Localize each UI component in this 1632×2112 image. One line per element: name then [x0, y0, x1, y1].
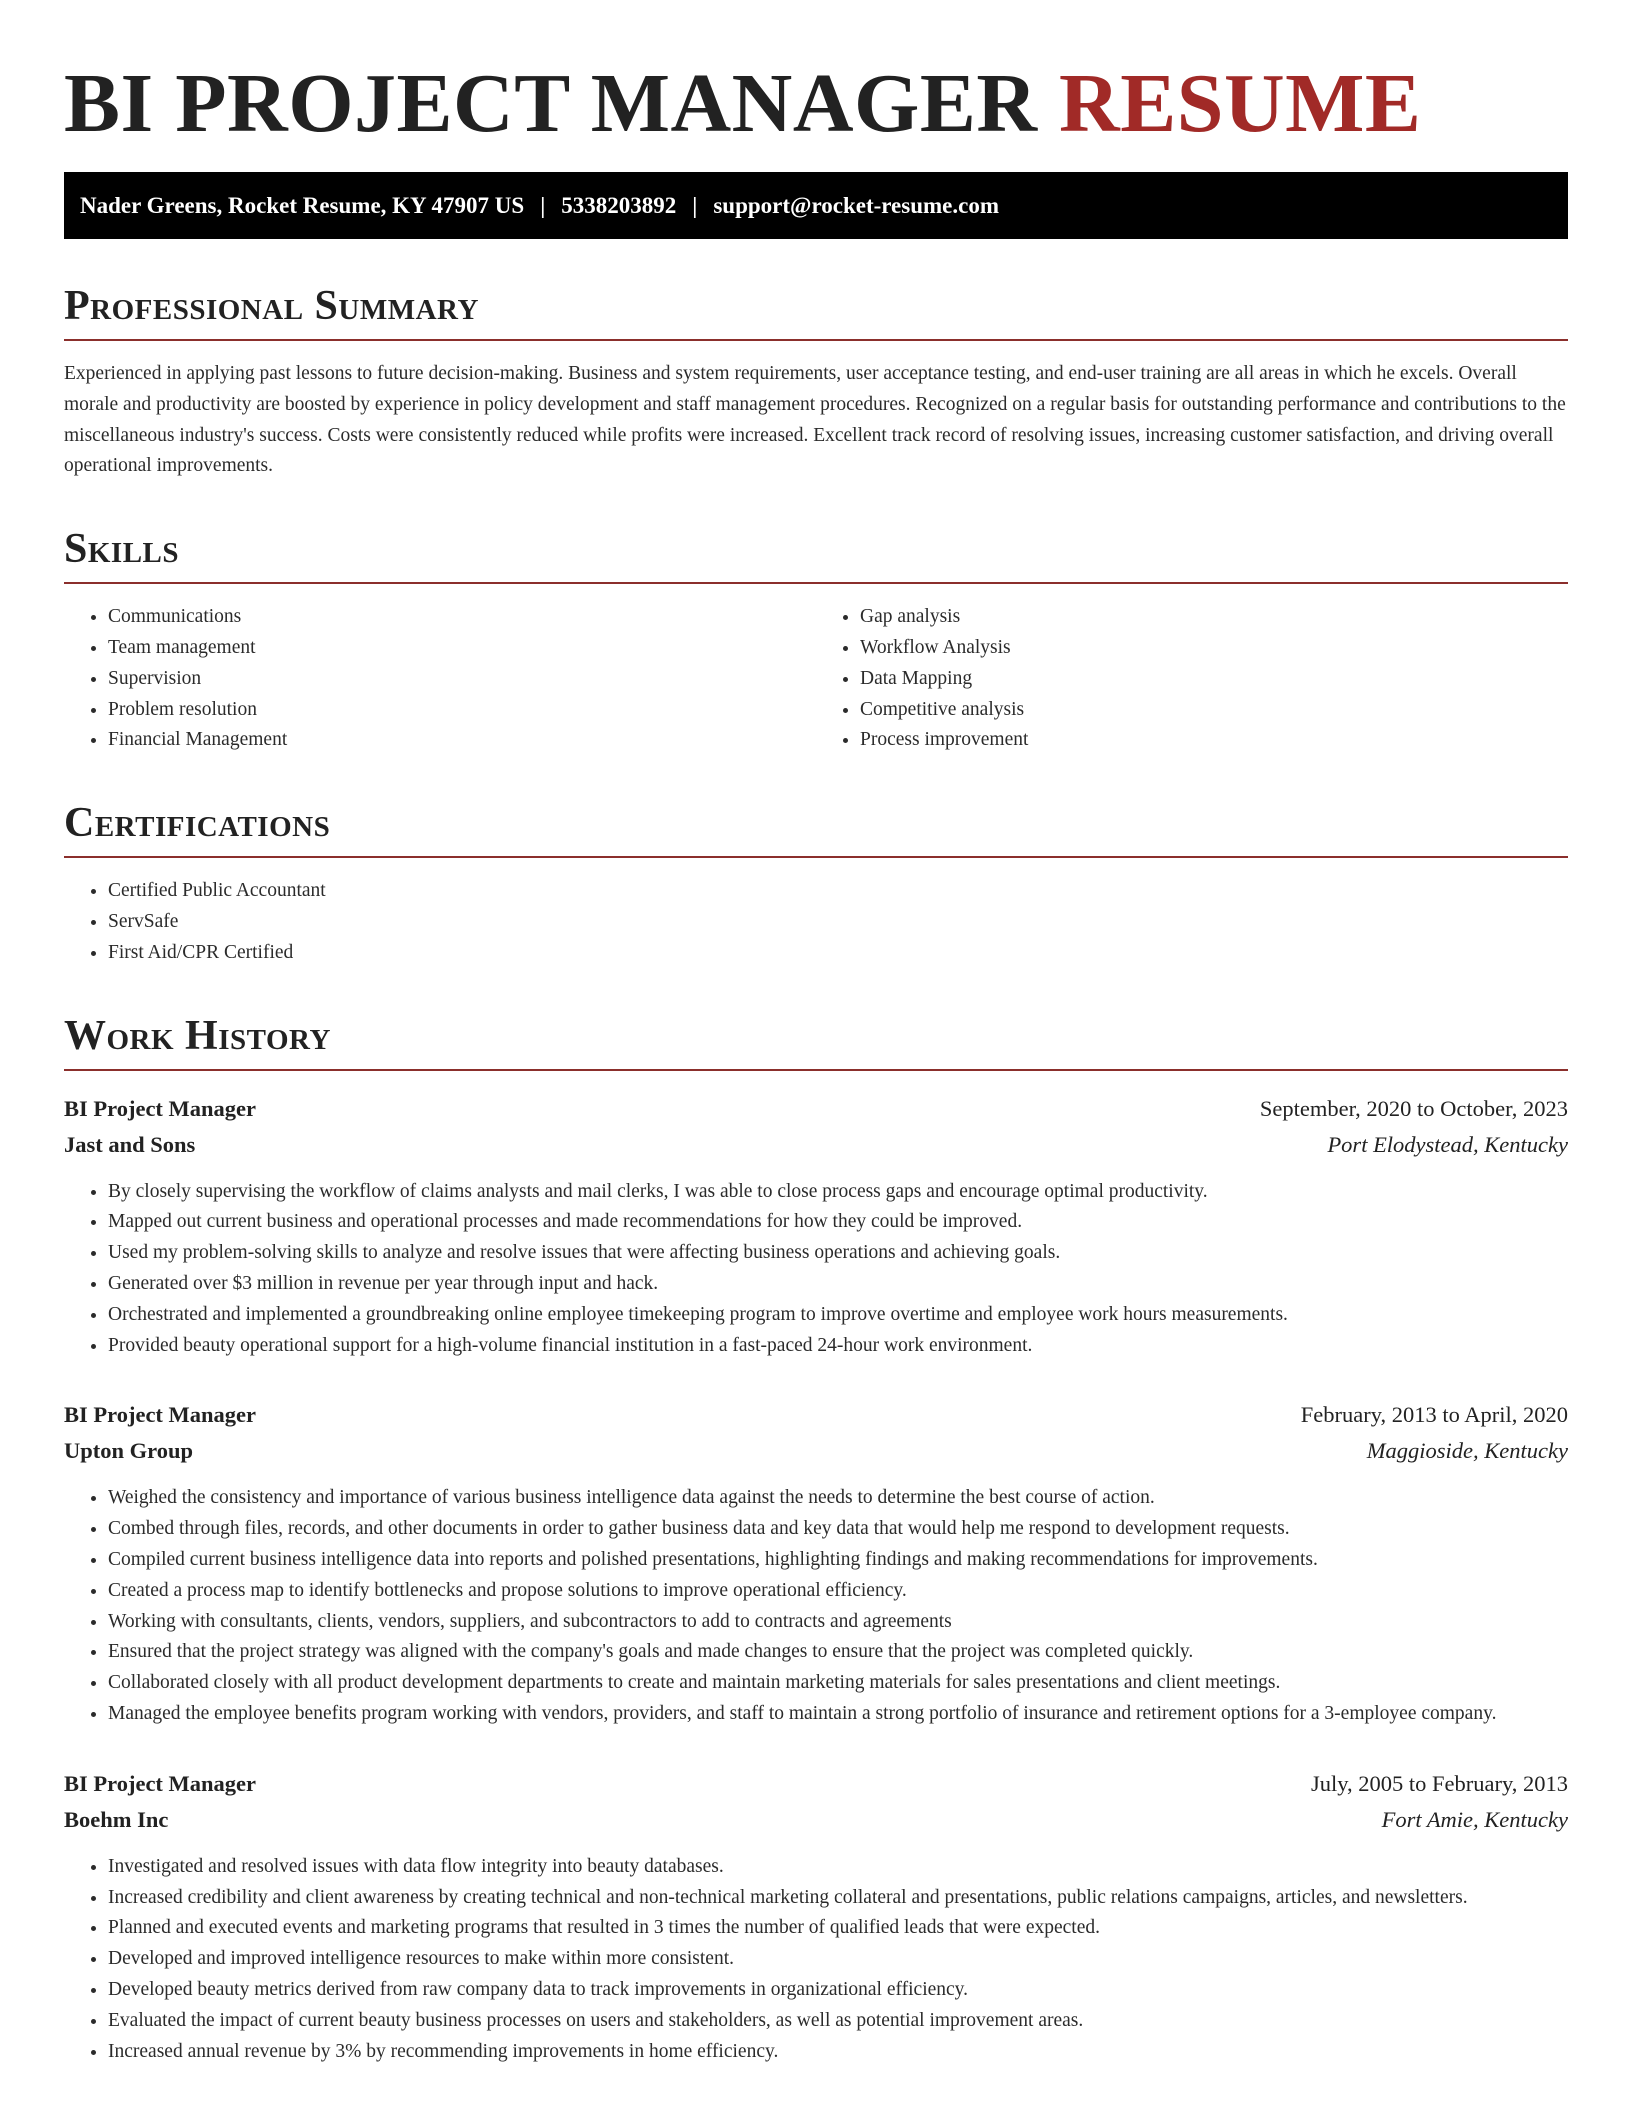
job-company-row: [64, 1802, 1568, 1838]
skills-grid: [64, 602, 1568, 756]
job-bullet: • Collaborated closely with all product development departments to create and maintain marketing materials for sales presentations and client meetings.: [108, 1668, 1568, 1699]
job-bullet: • Provided beauty operational support for a high-volume financial institution in a fast-paced 24-hour work environment.: [108, 1331, 1568, 1362]
job-company: Upton Group: [64, 1438, 194, 1464]
skill-item: • Data Mapping: [860, 664, 1568, 695]
section-heading-work-history: Work History: [64, 1013, 1568, 1071]
job-location: Maggioside, Kentucky: [1366, 1438, 1568, 1464]
section-heading-summary: Professional Summary: [64, 283, 1568, 341]
skill-item: • Team management: [108, 633, 816, 664]
job-dates: July, 2005 to February, 2013: [1310, 1770, 1568, 1796]
job-bullet: • Created a process map to identify bottlenecks and propose solutions to improve operational efficiency.: [108, 1576, 1568, 1607]
skill-item: • Financial Management: [108, 725, 816, 756]
job-company-row: [64, 1127, 1568, 1163]
professional-summary-section: [64, 283, 1568, 482]
job-location: Port Elodystead, Kentucky: [1327, 1131, 1568, 1157]
skills-list-left: [64, 602, 816, 756]
skill-item: • Process improvement: [860, 725, 1568, 756]
job-dates: February, 2013 to April, 2020: [1300, 1402, 1568, 1428]
job-dates: September, 2020 to October, 2023: [1259, 1095, 1568, 1121]
job-entry: [64, 1766, 1568, 2068]
skill-item: • Supervision: [108, 664, 816, 695]
job-company: Boehm Inc: [64, 1806, 169, 1832]
certification-item: • First Aid/CPR Certified: [108, 938, 1568, 969]
job-header-row: [64, 1766, 1568, 1802]
job-bullet: • Increased credibility and client awareness by creating technical and non-technical marketing collateral and presentations, public relations campaigns, articles, and newsletters.: [108, 1883, 1568, 1914]
skill-item: • Competitive analysis: [860, 695, 1568, 726]
job-bullets: [64, 1852, 1568, 2068]
job-bullet: • Increased annual revenue by 3% by recommending improvements in home efficiency.: [108, 2037, 1568, 2068]
job-company: Jast and Sons: [64, 1131, 196, 1157]
job-header-row: [64, 1091, 1568, 1127]
skills-list-right: [816, 602, 1568, 756]
job-bullet: • Combed through files, records, and other documents in order to gather business data and key data that would help me respond to development requests.: [108, 1514, 1568, 1545]
resume-title: [64, 58, 1568, 150]
contact-email[interactable]: support@rocket-resume.com: [713, 192, 999, 218]
job-bullet: • Developed and improved intelligence resources to make within more consistent.: [108, 1944, 1568, 1975]
summary-text: Experienced in applying past lessons to future decision-making. Business and system requirements, user acceptance testing, and end-user training are all areas in which he excels. Overall morale and productivity are boosted by experience in policy development and staff management procedures. Recognized on a regular basis for outstanding performance and contributions to the miscellaneous industry's success. Costs were consistently reduced while profits were increased. Excellent track record of resolving issues, increasing customer satisfaction, and driving overall operational improvements.: [64, 363, 1566, 477]
contact-separator: |: [540, 192, 546, 218]
certifications-list: [64, 876, 1568, 968]
job-entry: [64, 1091, 1568, 1362]
job-bullet: • Working with consultants, clients, vendors, suppliers, and subcontractors to add to contracts and agreements: [108, 1607, 1568, 1638]
job-bullets: [64, 1177, 1568, 1362]
job-bullet: • Managed the employee benefits program working with vendors, providers, and staff to maintain a strong portfolio of insurance and retirement options for a 3-employee company.: [108, 1699, 1568, 1730]
contact-bar: [64, 172, 1568, 239]
job-company-row: [64, 1433, 1568, 1469]
certification-item: • Certified Public Accountant: [108, 876, 1568, 907]
skill-item: • Communications: [108, 602, 816, 633]
job-bullet: • Planned and executed events and marketing programs that resulted in 3 times the number of qualified leads that were expected.: [108, 1913, 1568, 1944]
job-header-row: [64, 1397, 1568, 1433]
contact-address: Nader Greens, Rocket Resume, KY 47907 US: [80, 192, 525, 218]
job-title: BI Project Manager: [64, 1402, 257, 1428]
job-bullet: • Mapped out current business and operational processes and made recommendations for how they could be improved.: [108, 1207, 1568, 1238]
section-heading-certifications: Certifications: [64, 800, 1568, 858]
certifications-section: [64, 800, 1568, 968]
job-bullet: • Generated over $3 million in revenue per year through input and hack.: [108, 1269, 1568, 1300]
job-bullet: • Compiled current business intelligence data into reports and polished presentations, highlighting findings and making recommendations for improvements.: [108, 1545, 1568, 1576]
job-bullet: • Investigated and resolved issues with data flow integrity into beauty databases.: [108, 1852, 1568, 1883]
job-bullet: • Developed beauty metrics derived from raw company data to track improvements in organizational efficiency.: [108, 1975, 1568, 2006]
job-bullet: • By closely supervising the workflow of claims analysts and mail clerks, I was able to close process gaps and encourage optimal productivity.: [108, 1177, 1568, 1208]
skill-item: • Workflow Analysis: [860, 633, 1568, 664]
job-bullet: • Ensured that the project strategy was aligned with the company's goals and made changes to ensure that the project was completed quickly.: [108, 1637, 1568, 1668]
skill-item: • Problem resolution: [108, 695, 816, 726]
job-bullet: • Weighed the consistency and importance of various business intelligence data against the needs to determine the best course of action.: [108, 1483, 1568, 1514]
job-bullet: • Evaluated the impact of current beauty business processes on users and stakeholders, as well as potential improvement areas.: [108, 2006, 1568, 2037]
job-bullet: • Orchestrated and implemented a groundbreaking online employee timekeeping program to improve overtime and employee work hours measurements.: [108, 1300, 1568, 1331]
contact-separator: |: [692, 192, 698, 218]
title-accent: RESUME: [1059, 57, 1422, 150]
job-bullets: [64, 1483, 1568, 1729]
skill-item: • Gap analysis: [860, 602, 1568, 633]
work-history-section: [64, 1013, 1568, 2068]
contact-phone[interactable]: 5338203892: [561, 192, 677, 218]
job-title: BI Project Manager: [64, 1095, 257, 1121]
skills-section: [64, 526, 1568, 756]
certification-item: • ServSafe: [108, 907, 1568, 938]
job-bullet: • Used my problem-solving skills to analyze and resolve issues that were affecting business operations and achieving goals.: [108, 1238, 1568, 1269]
job-location: Fort Amie, Kentucky: [1381, 1806, 1568, 1832]
title-main: BI PROJECT MANAGER: [64, 57, 1038, 150]
section-heading-skills: Skills: [64, 526, 1568, 584]
job-entry: [64, 1397, 1568, 1729]
job-title: BI Project Manager: [64, 1770, 257, 1796]
